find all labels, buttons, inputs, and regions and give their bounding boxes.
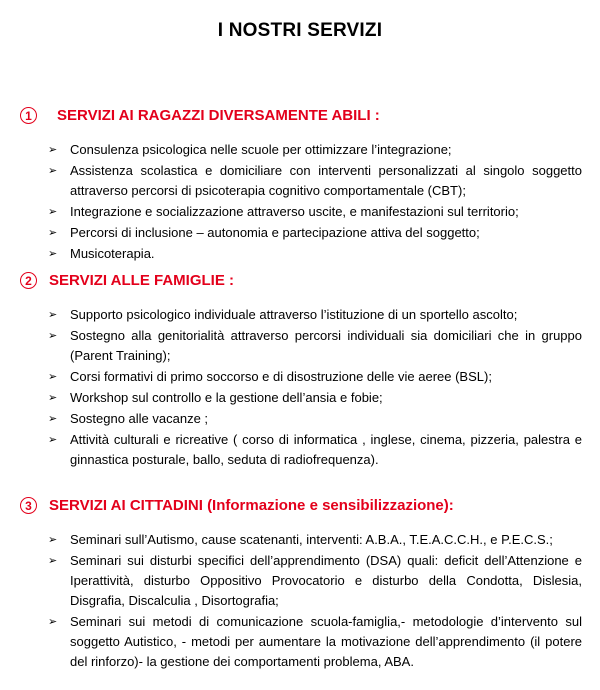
services-list-3	[48, 530, 582, 673]
section-number-badge: 3	[20, 497, 37, 514]
arrow-bullet-icon: ➢	[48, 206, 58, 218]
services-list-2	[48, 305, 582, 471]
section-number-badge: 2	[20, 272, 37, 289]
list-item: ➢ Seminari sull’Autismo, cause scatenanti, interventi: A.B.A., T.E.A.C.C.H., e P.E.C.S.;	[48, 530, 582, 550]
section-number-badge: 1	[20, 107, 37, 124]
arrow-bullet-icon: ➢	[48, 309, 58, 321]
list-item: ➢ Percorsi di inclusione – autonomia e partecipazione attiva del soggetto;	[48, 223, 582, 243]
list-item: ➢ Sostegno alla genitorialità attraverso percorsi individuali sia domiciliari che in gruppo (Parent Training);	[48, 328, 582, 363]
list-item: ➢ Attività culturali e ricreative ( corso di informatica , inglese, cinema, pizzeria, palestra e ginnastica posturale, ballo, seduta di radiofrequenza).	[48, 432, 582, 467]
arrow-bullet-icon: ➢	[48, 616, 58, 628]
list-item: ➢ Musicoterapia.	[48, 244, 582, 264]
arrow-bullet-icon: ➢	[48, 534, 58, 546]
section-heading-3	[20, 497, 454, 514]
list-item: ➢ Seminari sui metodi di comunicazione scuola-famiglia,- metodologie d’intervento sul soggetto Autistico, - metodi per aumentare la motivazione dell’apprendimento (il potere del rinforzo)- la gestione dei comportamenti problema, ABA.	[48, 614, 582, 669]
list-item: ➢ Consulenza psicologica nelle scuole per ottimizzare l’integrazione;	[48, 140, 582, 160]
page-title: I NOSTRI SERVIZI	[217, 20, 383, 41]
section-title: SERVIZI AI CITTADINI (Informazione e sensibilizzazione):	[49, 497, 454, 514]
list-item: ➢ Seminari sui disturbi specifici dell’apprendimento (DSA) quali: deficit dell’Attenzione e Iperattività, disturbo Oppositivo Provocatorio e disturbo della Condotta, Dislesia, Disgrafia, Discalculia , Disortografia;	[48, 553, 582, 608]
arrow-bullet-icon: ➢	[48, 392, 58, 404]
arrow-bullet-icon: ➢	[48, 371, 58, 383]
arrow-bullet-icon: ➢	[48, 413, 58, 425]
arrow-bullet-icon: ➢	[48, 434, 58, 446]
arrow-bullet-icon: ➢	[48, 248, 58, 260]
section-title: SERVIZI ALLE FAMIGLIE :	[49, 272, 235, 289]
arrow-bullet-icon: ➢	[48, 555, 58, 567]
arrow-bullet-icon: ➢	[48, 330, 58, 342]
arrow-bullet-icon: ➢	[48, 227, 58, 239]
list-item: ➢ Sostegno alle vacanze ;	[48, 409, 582, 429]
list-item: ➢ Assistenza scolastica e domiciliare con interventi personalizzati al singolo soggetto attraverso percorsi di psicoterapia cognitivo comportamentale (CBT);	[48, 163, 582, 198]
section-title: SERVIZI AI RAGAZZI DIVERSAMENTE ABILI :	[57, 107, 380, 124]
section-heading-2	[20, 272, 234, 289]
section-heading-1	[20, 107, 380, 124]
list-item: ➢ Corsi formativi di primo soccorso e di disostruzione delle vie aeree (BSL);	[48, 367, 582, 387]
services-list-1	[48, 140, 582, 265]
list-item: ➢ Integrazione e socializzazione attraverso uscite, e manifestazioni sul territorio;	[48, 202, 582, 222]
arrow-bullet-icon: ➢	[48, 144, 58, 156]
arrow-bullet-icon: ➢	[48, 165, 58, 177]
list-item: ➢ Supporto psicologico individuale attraverso l’istituzione di un sportello ascolto;	[48, 305, 582, 325]
list-item: ➢ Workshop sul controllo e la gestione dell’ansia e fobie;	[48, 388, 582, 408]
